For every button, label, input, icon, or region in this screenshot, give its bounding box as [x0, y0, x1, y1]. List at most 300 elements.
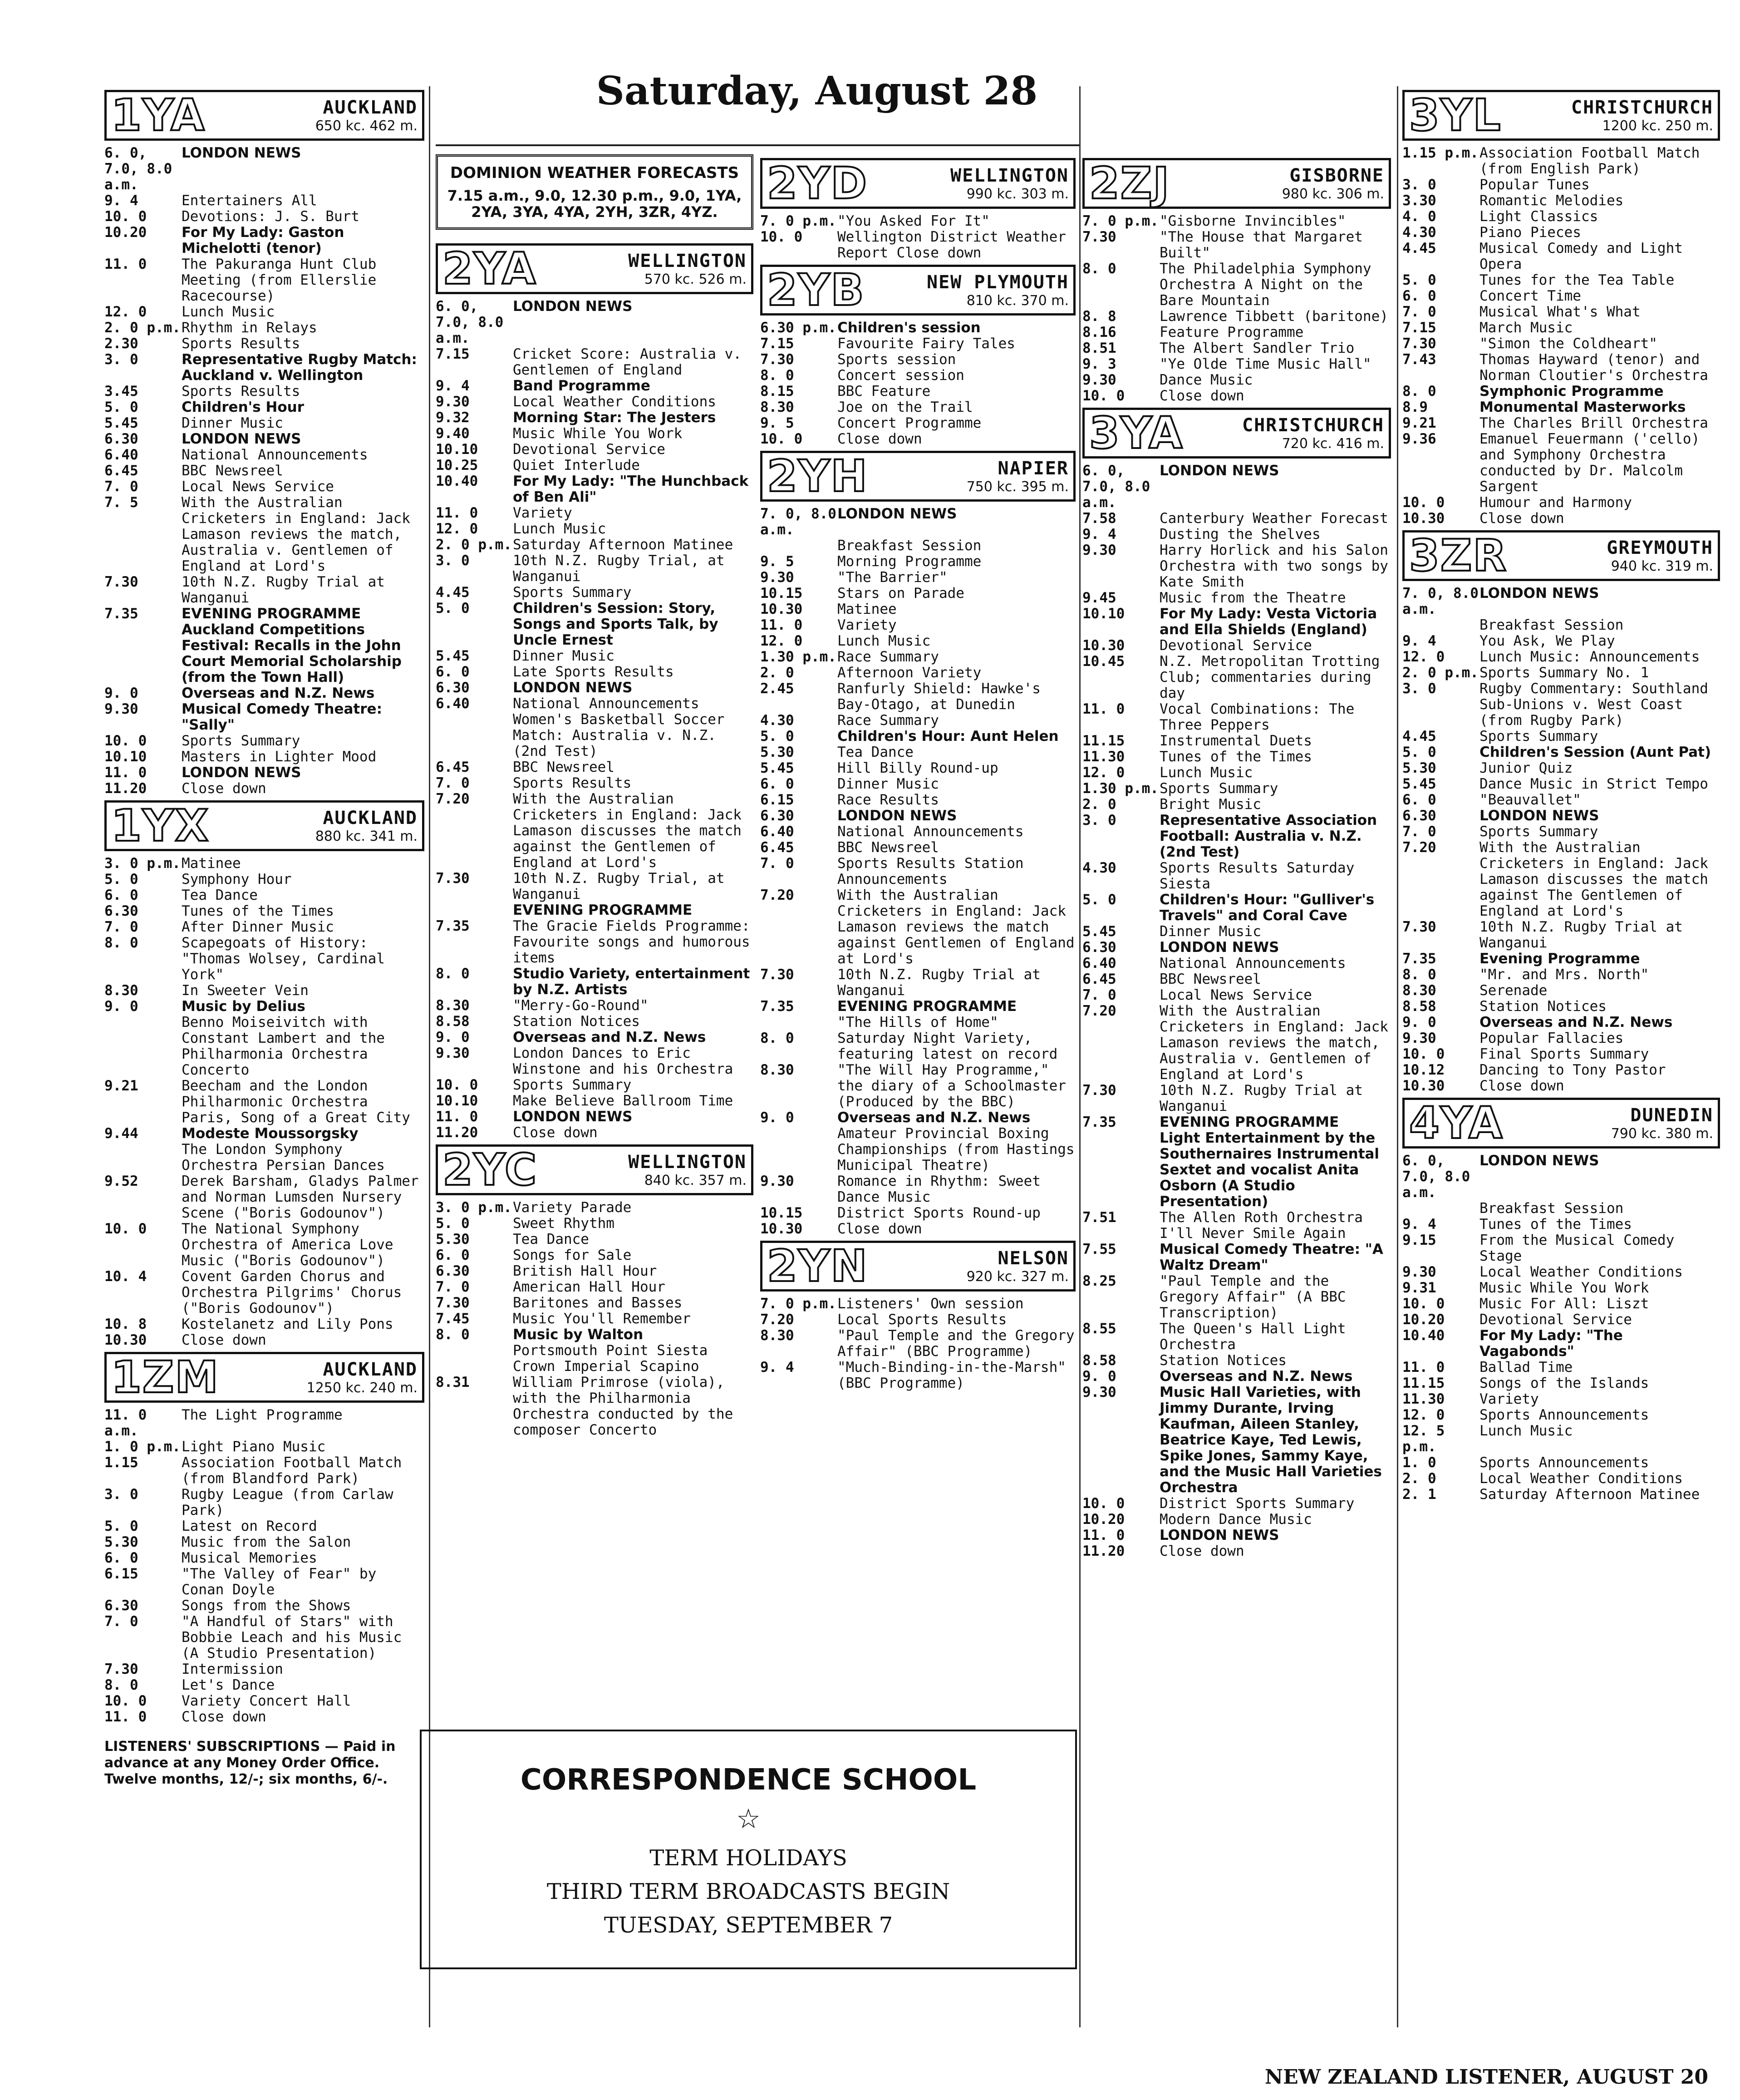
programme-time: 6.30 — [104, 1597, 138, 1614]
programme-row — [1402, 1407, 1720, 1423]
programme-row — [436, 918, 753, 966]
station-frequency: 840 kc. 357 m. — [644, 1172, 747, 1188]
programme-title: BBC Newsreel — [1160, 971, 1261, 987]
programme-title: "Paul Temple and the Gregory Affair" (BBC Programme) — [837, 1327, 1075, 1360]
programme-title: LONDON NEWS — [182, 145, 301, 161]
station-meta — [216, 808, 418, 844]
programme-title: Variety Parade — [513, 1199, 632, 1216]
programme-row — [436, 521, 753, 537]
programme-row — [1402, 145, 1720, 177]
programme-row — [1082, 606, 1391, 638]
programme-title: Light Classics — [1479, 208, 1598, 225]
programme-time: 7.30 — [104, 574, 138, 590]
programme-row — [104, 999, 424, 1015]
programme-row — [104, 856, 424, 872]
weather-heading: DOMINION WEATHER FORECASTS — [450, 164, 739, 182]
programme-title: Thomas Hayward (tenor) and Norman Cloutier's Orchestra — [1479, 351, 1708, 384]
programme-time: 9. 0 — [104, 685, 138, 701]
programme-row — [436, 1263, 753, 1279]
station-frequency: 880 kc. 341 m. — [315, 828, 418, 844]
programme-title: Lunch Music — [513, 521, 606, 537]
station-header — [760, 1241, 1076, 1292]
programme-row — [760, 840, 1076, 856]
programme-row — [104, 1518, 424, 1534]
programme-row — [104, 1455, 424, 1487]
programme-row — [1402, 272, 1720, 288]
station-city: NEW PLYMOUTH — [927, 271, 1069, 293]
programme-row — [436, 1375, 753, 1438]
programme-time: 8. 0 — [1082, 261, 1116, 277]
programme-row — [104, 1614, 424, 1661]
programme-time: 6. 0, 7.0, 8.0 a.m. — [436, 298, 504, 346]
programme-title: Local Sports Results — [837, 1311, 1007, 1328]
programme-row — [760, 824, 1076, 840]
programme-row — [436, 871, 753, 902]
programme-time: 5. 0 — [104, 399, 138, 415]
programme-row — [1402, 1062, 1720, 1078]
programme-row — [104, 304, 424, 320]
programme-row — [760, 665, 1076, 681]
programme-time: 10.40 — [436, 473, 478, 489]
programme-title: Variety — [837, 617, 897, 633]
programme-row — [1402, 744, 1720, 760]
programme-row — [436, 759, 753, 775]
programme-row — [1082, 701, 1391, 733]
programme-title: Dinner Music — [837, 776, 939, 792]
programme-row — [104, 1709, 424, 1725]
programme-title: Music from the Theatre — [1160, 590, 1346, 606]
programme-time: 6.40 — [436, 695, 470, 712]
programme-title: Sports Summary — [513, 1077, 632, 1093]
programme-time: 10. 0 — [1402, 1296, 1445, 1312]
station-logo: 2YA — [442, 243, 537, 294]
station-logo: 3YL — [1409, 90, 1502, 141]
programme-row — [1402, 336, 1720, 352]
programme-row — [1082, 1528, 1391, 1543]
programme-time: 10.30 — [760, 1221, 803, 1237]
station-logo: 2YB — [767, 265, 865, 315]
programme-title: Tunes of the Times — [182, 903, 334, 919]
programme-title: Tunes of the Times — [1479, 1216, 1632, 1232]
programme-time: 7. 0 — [104, 1613, 138, 1630]
programme-time: 11.15 — [1402, 1375, 1445, 1391]
programme-time: 9. 5 — [760, 415, 794, 431]
programme-row — [760, 506, 1076, 538]
programme-row — [1082, 590, 1391, 606]
station-meta — [1508, 97, 1713, 134]
programme-row — [1082, 372, 1391, 388]
programme-time: 4.30 — [760, 712, 794, 729]
programme-row — [1082, 340, 1391, 356]
programme-row — [436, 394, 753, 410]
programme-title: With the Australian Cricketers in England: Jack Lamason reviews the match, Australia v. Gentlemen of England at Lord's — [182, 494, 410, 574]
programme-time: 6.45 — [104, 463, 138, 479]
programme-title: Lunch Music — [1479, 1423, 1573, 1439]
programme-time: 12. 0 — [760, 633, 803, 649]
programme-title: Derek Barsham, Gladys Palmer and Norman Lumsden Nursery Scene ("Boris Godounov") — [182, 1173, 419, 1221]
programme-time: 6. 0 — [760, 776, 794, 792]
programme-row — [436, 585, 753, 601]
station-meta — [875, 458, 1069, 495]
programme-time: 7.30 — [104, 1661, 138, 1677]
programme-time: 9.30 — [1402, 1030, 1436, 1046]
programme-title: The London Symphony Orchestra Persian Dances — [182, 1141, 385, 1173]
programme-title: 10th N.Z. Rugby Trial at Wanganui — [182, 574, 385, 606]
programme-row — [104, 701, 424, 733]
programme-time: 8.55 — [1082, 1321, 1116, 1337]
programme-time: 10.10 — [436, 441, 478, 458]
programme-row — [1402, 431, 1720, 495]
programme-title: The Albert Sandler Trio — [1160, 340, 1355, 356]
programme-title: "Merry-Go-Round" — [513, 997, 649, 1014]
programme-time — [436, 1343, 513, 1375]
programme-title: The Gracie Fields Programme: Favourite songs and humorous items — [513, 918, 750, 966]
programme-time: 6.30 — [436, 680, 470, 696]
programme-row — [1082, 860, 1391, 892]
programme-time: 11. 0 — [436, 1109, 478, 1125]
programme-title: Close down — [1479, 510, 1564, 527]
programme-row — [1082, 309, 1391, 325]
programme-time: 3. 0 p.m. — [436, 1199, 512, 1216]
programme-row — [436, 299, 753, 346]
programme-title: For My Lady: Vesta Victoria and Ella Shields (England) — [1160, 606, 1377, 638]
programme-row — [1402, 1232, 1720, 1264]
programme-row — [760, 352, 1076, 368]
correspondence-school-box — [420, 1730, 1077, 1969]
programme-time: 6.15 — [760, 792, 794, 808]
programme-row — [436, 505, 753, 521]
programme-time: 11. 0 — [104, 256, 147, 272]
programme-title: LONDON NEWS — [837, 506, 957, 522]
programme-time: 9.31 — [1402, 1280, 1436, 1296]
programme-title: With the Australian Cricketers in England: Jack Lamason discusses the match against The Gentlemen of England at Lord's — [1479, 839, 1708, 919]
programme-time: 10.30 — [1402, 1078, 1445, 1094]
programme-row — [760, 570, 1076, 586]
programme-row — [760, 617, 1076, 633]
programme-title: "You Asked For It" — [837, 213, 990, 229]
programme-row — [104, 399, 424, 415]
programme-row — [104, 1015, 424, 1078]
programme-row — [760, 415, 1076, 431]
programme-time: 8.15 — [760, 383, 794, 399]
programme-row — [760, 336, 1076, 352]
programme-time: 7.55 — [1082, 1241, 1116, 1257]
station-meta — [544, 1152, 747, 1188]
programme-row — [1402, 967, 1720, 983]
station-header — [104, 800, 424, 851]
programme-title: Auckland Competitions Festival: Recalls in the John Court Memorial Scholarship (from the Town Hall) — [182, 621, 402, 685]
programme-title: Listeners' Own session — [837, 1296, 1024, 1312]
programme-time: 2. 0 p.m. — [104, 320, 181, 336]
programme-time: 7. 0, 8.0 a.m. — [760, 506, 836, 538]
station-meta — [1189, 415, 1384, 452]
programme-title: Music by Walton — [513, 1326, 644, 1343]
programme-time: 6.30 — [1402, 808, 1436, 824]
programme-title: Music You'll Remember — [513, 1311, 691, 1327]
programme-title: Association Football Match (from English Park) — [1479, 145, 1700, 177]
programme-title: Saturday Afternoon Matinee — [513, 537, 733, 553]
programme-row — [760, 808, 1076, 824]
station-2yd — [760, 158, 1076, 261]
programme-row — [1082, 1496, 1391, 1512]
programme-time: 7. 0 — [436, 1279, 470, 1295]
programme-time: 6. 0 — [1402, 288, 1436, 304]
programme-title: Hill Billy Round-up — [837, 760, 998, 776]
programme-time: 6.30 — [760, 808, 794, 824]
station-frequency: 750 kc. 395 m. — [966, 478, 1069, 495]
programme-title: The Queen's Hall Light Orchestra — [1160, 1321, 1346, 1353]
programme-time: 10.15 — [760, 585, 803, 601]
programme-row — [1082, 1083, 1391, 1114]
programme-time: 10. 0 — [1082, 388, 1125, 404]
programme-time: 6.45 — [436, 759, 470, 775]
programme-time: 3. 0 — [1082, 812, 1116, 828]
programme-time: 10. 0 — [104, 1221, 147, 1237]
programme-title: Close down — [513, 1124, 598, 1141]
programme-row — [104, 1693, 424, 1709]
programme-title: 10th N.Z. Rugby Trial, at Wanganui — [513, 552, 725, 585]
programme-row — [1082, 765, 1391, 781]
programme-title: You Ask, We Play — [1479, 633, 1615, 649]
programme-title: Music by Delius — [182, 998, 305, 1015]
programme-title: BBC Newsreel — [513, 759, 614, 775]
programme-title: Close down — [1160, 388, 1244, 404]
station-meta — [1514, 537, 1713, 574]
station-city: WELLINGTON — [628, 1151, 747, 1173]
programme-row — [104, 447, 424, 463]
programme-title: District Sports Summary — [1160, 1495, 1355, 1512]
programme-title: Afternoon Variety — [837, 665, 982, 681]
programme-time: 10.10 — [104, 749, 147, 765]
station-logo: 2YH — [767, 451, 868, 502]
programme-row — [436, 473, 753, 505]
programme-time: 9.30 — [760, 1173, 794, 1189]
programme-time: 12. 5 p.m. — [1402, 1423, 1445, 1455]
programme-row — [1082, 892, 1391, 924]
programme-title: The National Symphony Orchestra of America Love Music ("Boris Godounov") — [182, 1221, 393, 1269]
programme-time: 8.9 — [1402, 399, 1428, 415]
programme-time: 6.30 — [1082, 939, 1116, 956]
programme-title: Morning Programme — [837, 553, 982, 570]
programme-time: 5. 0 — [104, 871, 138, 887]
programme-time: 7. 5 — [104, 494, 138, 511]
programme-row — [104, 983, 424, 999]
programme-row — [1082, 654, 1391, 701]
programme-time: 4.45 — [1402, 728, 1436, 744]
programme-time: 10. 0 — [104, 208, 147, 225]
programme-row — [1402, 1153, 1720, 1201]
programme-title: Saturday Night Variety, featuring latest on record — [837, 1030, 1058, 1062]
programme-title: With the Australian Cricketers in England: Jack Lamason reviews the match, Australia v. Gentlemen of England at Lord's — [1160, 1003, 1388, 1083]
programme-row — [104, 903, 424, 919]
programme-time: 11.30 — [1402, 1391, 1445, 1407]
station-frequency: 810 kc. 370 m. — [966, 292, 1069, 309]
programme-time: 5. 0 — [436, 1215, 470, 1232]
programme-time: 7.15 — [1402, 320, 1436, 336]
programme-row — [104, 733, 424, 749]
programme-row — [104, 209, 424, 225]
programme-title: Devotional Service — [1479, 1311, 1632, 1328]
programme-title: EVENING PROGRAMME — [837, 998, 1017, 1015]
programme-row — [104, 1598, 424, 1614]
programme-title: LONDON NEWS — [1160, 463, 1279, 479]
programme-title: Benno Moiseivitch with Constant Lambert and the Philharmonia Orchestra Concerto — [182, 1014, 385, 1078]
programme-time: 7. 0 p.m. — [760, 1296, 836, 1312]
programme-time: 8.58 — [1402, 998, 1436, 1015]
programme-time: 7. 0 p.m. — [760, 213, 836, 229]
programme-title: Sports Results — [182, 383, 300, 399]
programme-time: 9.30 — [1082, 542, 1116, 558]
programme-row — [760, 967, 1076, 999]
programme-title: Morning Star: The Jesters — [513, 409, 716, 426]
station-city: GREYMOUTH — [1607, 537, 1713, 558]
programme-row — [1402, 495, 1720, 511]
programme-row — [1402, 1328, 1720, 1360]
programme-title: LONDON NEWS — [182, 764, 301, 781]
programme-row — [1402, 665, 1720, 681]
programme-row — [104, 1566, 424, 1598]
programme-title: 10th N.Z. Rugby Trial at Wanganui — [1160, 1082, 1363, 1114]
programme-title: Dancing to Tony Pastor — [1479, 1062, 1666, 1078]
column-4 — [1082, 154, 1391, 1559]
programme-title: LONDON NEWS — [1479, 585, 1599, 601]
programme-title: 10th N.Z. Rugby Trial, at Wanganui — [513, 870, 725, 902]
programme-title: Portsmouth Point Siesta Crown Imperial Scapino — [513, 1342, 708, 1375]
programme-time: 12. 0 — [1082, 764, 1125, 781]
programme-time: 8.30 — [1402, 982, 1436, 999]
programme-title: Modern Dance Music — [1160, 1511, 1312, 1528]
programme-title: "The Barrier" — [837, 569, 948, 586]
programme-title: "Paul Temple and the Gregory Affair" (A BBC Transcription) — [1160, 1273, 1346, 1321]
weather-box — [436, 154, 753, 230]
programme-time: 7.30 — [760, 966, 794, 983]
programme-row — [104, 320, 424, 336]
programme-time — [1402, 617, 1479, 633]
programme-time: 3. 0 — [104, 351, 138, 368]
programme-time: 10.40 — [1402, 1327, 1445, 1344]
programme-title: Beecham and the London Philharmonic Orchestra Paris, Song of a Great City — [182, 1078, 410, 1126]
programme-time: 6. 0 — [436, 664, 470, 680]
programme-time: 12. 0 — [1402, 649, 1445, 665]
programme-title: Stars on Parade — [837, 585, 964, 601]
programme-title: Rhythm in Relays — [182, 320, 317, 336]
station-1yx — [104, 800, 424, 1348]
programme-time: 9.52 — [104, 1173, 138, 1189]
programme-row — [1082, 463, 1391, 511]
programme-row — [104, 606, 424, 622]
programme-title: National Announcements Women's Basketball Soccer Match: Australia v. N.Z. (2nd Test) — [513, 695, 725, 759]
programme-time: 9. 5 — [760, 553, 794, 570]
programme-title: Tea Dance — [837, 744, 914, 760]
weather-times: 7.15 a.m., 9.0, 12.30 p.m., 9.0, 1YA, 2YA, 3YA, 4YA, 2YH, 3ZR, 4YZ. — [447, 187, 742, 221]
programme-row — [1402, 415, 1720, 431]
programme-title: The Light Programme — [182, 1407, 343, 1423]
station-city: WELLINGTON — [628, 250, 747, 271]
programme-time: 7.15 — [436, 346, 470, 362]
programme-time: 9.30 — [1402, 1264, 1436, 1280]
programme-time: 9. 0 — [760, 1109, 794, 1126]
programme-row — [760, 792, 1076, 808]
programme-title: Evening Programme — [1479, 951, 1640, 967]
programme-title: Quiet Interlude — [513, 457, 640, 473]
programme-title: National Announcements — [837, 823, 1024, 840]
programme-title: LONDON NEWS — [513, 298, 633, 315]
programme-title: Lunch Music — [1160, 764, 1253, 781]
station-header — [1402, 530, 1720, 581]
programme-title: Station Notices — [513, 1013, 640, 1030]
programme-row — [104, 1550, 424, 1566]
station-frequency: 1200 kc. 250 m. — [1602, 118, 1713, 134]
programme-row — [436, 442, 753, 458]
programme-row — [1402, 776, 1720, 792]
programme-time: 9.15 — [1402, 1232, 1436, 1248]
station-header — [1402, 1098, 1720, 1149]
programme-row — [436, 966, 753, 998]
programme-title: Songs for Sale — [513, 1247, 632, 1263]
programme-title: Sports Summary — [513, 584, 632, 601]
programme-row — [760, 538, 1076, 554]
programme-time: 10.30 — [104, 1332, 147, 1348]
programme-row — [1082, 1242, 1391, 1273]
programme-title: Tunes of the Times — [1160, 749, 1312, 765]
station-city: WELLINGTON — [950, 165, 1069, 186]
programme-title: National Announcements — [1160, 955, 1346, 971]
programme-row — [104, 1316, 424, 1332]
programme-time: 8. 8 — [1082, 308, 1116, 325]
programme-title: LONDON NEWS — [513, 1109, 633, 1125]
programme-time: 7.35 — [1082, 1114, 1116, 1130]
programme-row — [1082, 1385, 1391, 1496]
programme-title: Feature Programme — [1160, 324, 1304, 340]
programme-time: 10. 0 — [1082, 1495, 1125, 1512]
programme-time: 10. 0 — [760, 229, 803, 245]
programme-time: 8. 0 — [436, 966, 470, 982]
programme-title: "A Handful of Stars" with Bobbie Leach and his Music (A Studio Presentation) — [182, 1613, 402, 1661]
programme-row — [1402, 951, 1720, 967]
programme-row — [1402, 999, 1720, 1015]
programme-row — [760, 887, 1076, 967]
station-meta — [211, 97, 418, 134]
programme-row — [436, 1125, 753, 1141]
programme-time: 6. 0 — [104, 1550, 138, 1566]
station-meta — [226, 1359, 418, 1396]
programme-time: 1.15 — [104, 1454, 138, 1471]
programme-row — [760, 554, 1076, 570]
programme-row — [104, 431, 424, 447]
programme-title: Songs from the Shows — [182, 1597, 351, 1614]
programme-time: 7.15 — [760, 335, 794, 352]
station-header — [436, 243, 753, 294]
programme-title: Saturday Afternoon Matinee — [1479, 1486, 1700, 1503]
programme-row — [1402, 511, 1720, 527]
programme-title: Dinner Music — [1160, 923, 1261, 940]
programme-title: Tea Dance — [182, 887, 258, 903]
programme-row — [104, 1269, 424, 1316]
programme-title: Tunes for the Tea Table — [1479, 272, 1675, 288]
programme-title: Concert Time — [1479, 288, 1581, 304]
station-1zm — [104, 1352, 424, 1725]
programme-time: 5.30 — [1402, 760, 1436, 776]
station-header — [760, 451, 1076, 502]
programme-title: Kostelanetz and Lily Pons — [182, 1316, 393, 1332]
programme-time: 8. 0 — [104, 1677, 138, 1693]
programme-time: 9. 0 — [436, 1029, 470, 1045]
station-logo: 3ZR — [1409, 530, 1508, 581]
programme-title: Children's Session (Aunt Pat) — [1479, 744, 1711, 760]
programme-row — [436, 553, 753, 585]
programme-title: Ballad Time — [1479, 1359, 1573, 1375]
programme-title: Wellington District Weather Report Close down — [837, 229, 1066, 261]
